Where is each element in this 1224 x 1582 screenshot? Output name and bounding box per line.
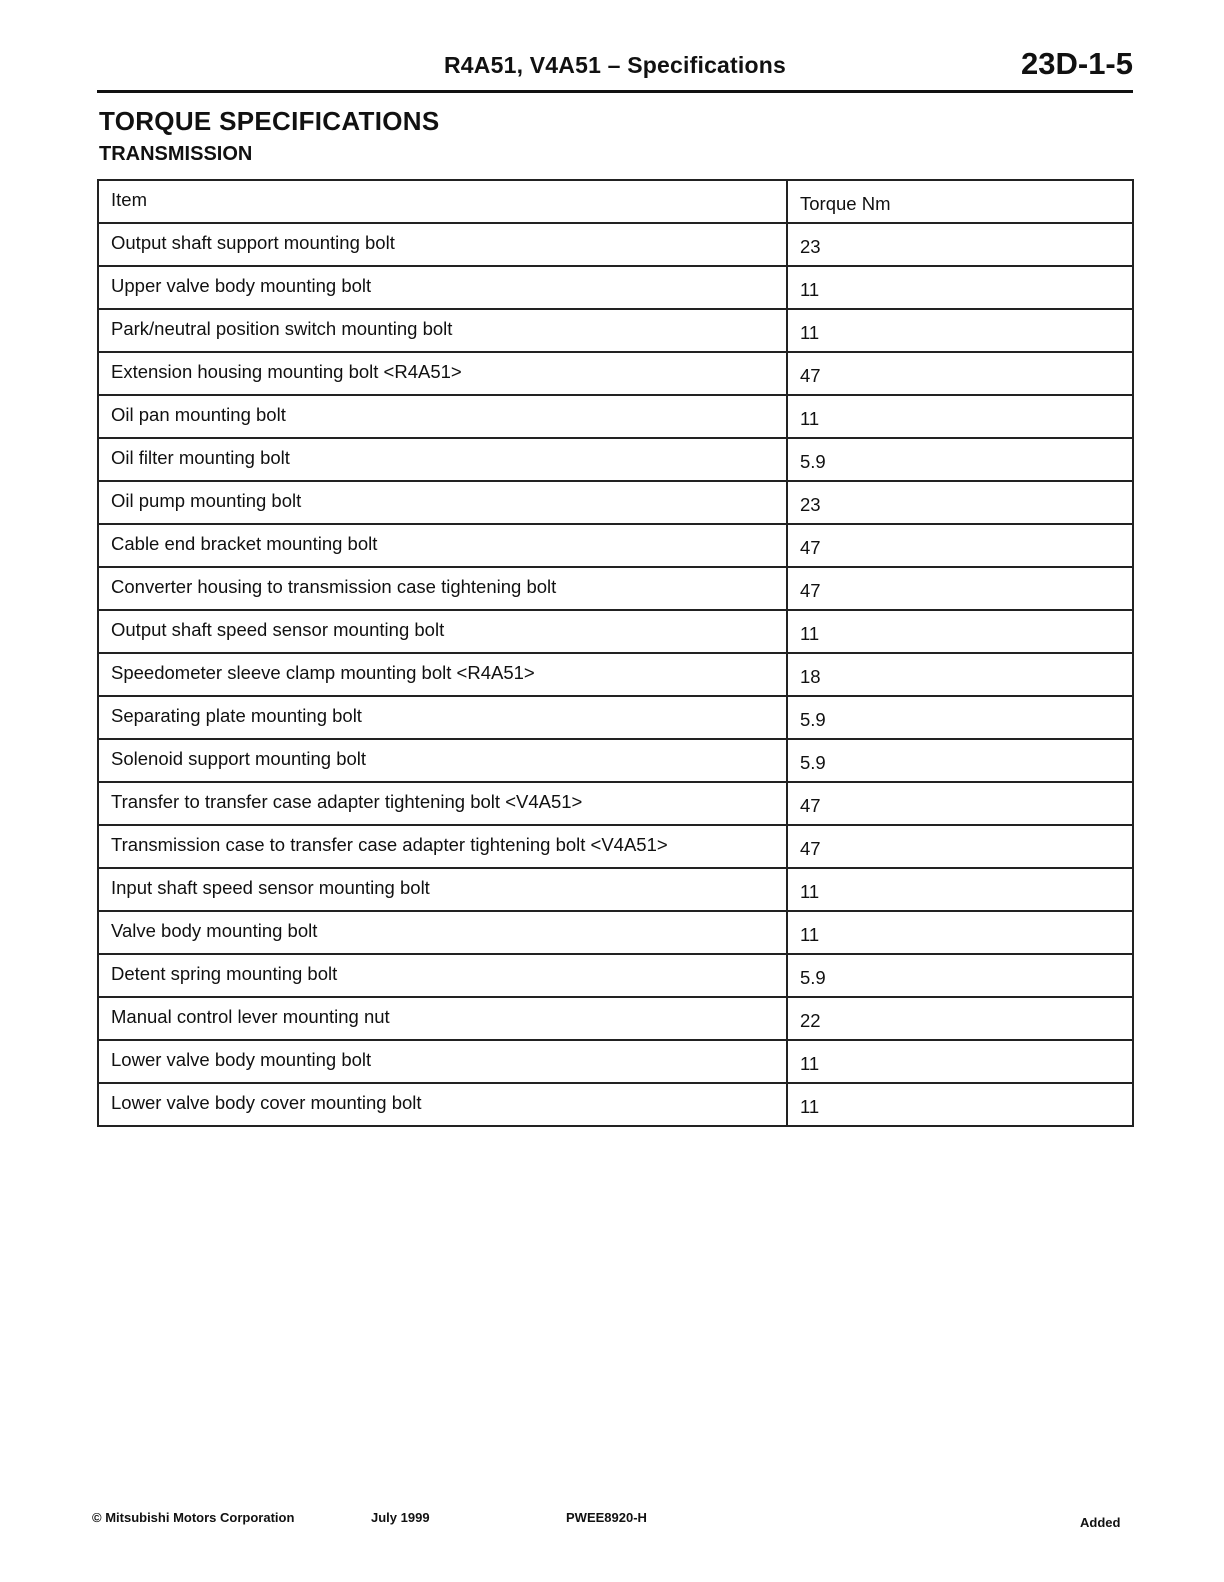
torque-cell: 18 <box>787 653 1133 696</box>
table-row <box>98 1040 1133 1083</box>
item-cell: Manual control lever mounting nut <box>98 997 787 1040</box>
torque-cell: 11 <box>787 610 1133 653</box>
torque-cell: 11 <box>787 1040 1133 1083</box>
torque-cell: 47 <box>787 524 1133 567</box>
torque-cell: 5.9 <box>787 696 1133 739</box>
table-row <box>98 911 1133 954</box>
column-header-item: Item <box>98 180 787 223</box>
item-cell: Converter housing to transmission case tightening bolt <box>98 567 787 610</box>
torque-cell: 5.9 <box>787 739 1133 782</box>
page-header <box>97 46 1133 93</box>
item-cell: Oil pan mounting bolt <box>98 395 787 438</box>
item-cell: Solenoid support mounting bolt <box>98 739 787 782</box>
table-row <box>98 524 1133 567</box>
item-cell: Separating plate mounting bolt <box>98 696 787 739</box>
item-cell: Park/neutral position switch mounting bolt <box>98 309 787 352</box>
table-row <box>98 395 1133 438</box>
table-row <box>98 567 1133 610</box>
item-cell: Output shaft support mounting bolt <box>98 223 787 266</box>
torque-cell: 5.9 <box>787 954 1133 997</box>
footer-status: Added <box>1080 1515 1121 1530</box>
table-row <box>98 954 1133 997</box>
item-cell: Oil filter mounting bolt <box>98 438 787 481</box>
table-row <box>98 1083 1133 1126</box>
item-cell: Oil pump mounting bolt <box>98 481 787 524</box>
torque-cell: 11 <box>787 911 1133 954</box>
torque-cell: 47 <box>787 567 1133 610</box>
table-row <box>98 309 1133 352</box>
table-row <box>98 696 1133 739</box>
torque-spec-table <box>97 179 1134 1127</box>
table-row <box>98 223 1133 266</box>
torque-cell: 11 <box>787 309 1133 352</box>
torque-cell: 11 <box>787 1083 1133 1126</box>
table-row <box>98 352 1133 395</box>
item-cell: Lower valve body mounting bolt <box>98 1040 787 1083</box>
item-cell: Lower valve body cover mounting bolt <box>98 1083 787 1126</box>
item-cell: Valve body mounting bolt <box>98 911 787 954</box>
torque-cell: 11 <box>787 395 1133 438</box>
table-row <box>98 997 1133 1040</box>
column-header-torque: Torque Nm <box>787 180 1133 223</box>
item-cell: Speedometer sleeve clamp mounting bolt <R4A51> <box>98 653 787 696</box>
page-number: 23D-1-5 <box>1021 46 1133 81</box>
subsection-title: TRANSMISSION <box>99 143 253 165</box>
torque-cell: 11 <box>787 266 1133 309</box>
item-cell: Cable end bracket mounting bolt <box>98 524 787 567</box>
torque-cell: 47 <box>787 825 1133 868</box>
section-title: TORQUE SPECIFICATIONS <box>99 106 440 136</box>
item-cell: Extension housing mounting bolt <R4A51> <box>98 352 787 395</box>
table-row <box>98 868 1133 911</box>
header-title: R4A51, V4A51 – Specifications <box>443 52 786 78</box>
item-cell: Output shaft speed sensor mounting bolt <box>98 610 787 653</box>
table-header-row <box>98 180 1133 223</box>
footer-document-code: PWEE8920-H <box>566 1510 647 1525</box>
table-row <box>98 825 1133 868</box>
table-row <box>98 782 1133 825</box>
table-row <box>98 653 1133 696</box>
table-body <box>98 180 1133 1126</box>
torque-cell: 11 <box>787 868 1133 911</box>
torque-cell: 23 <box>787 223 1133 266</box>
torque-cell: 22 <box>787 997 1133 1040</box>
torque-cell: 47 <box>787 352 1133 395</box>
table-row <box>98 266 1133 309</box>
item-cell: Detent spring mounting bolt <box>98 954 787 997</box>
item-cell: Transmission case to transfer case adapter tightening bolt <V4A51> <box>98 825 787 868</box>
table-row <box>98 481 1133 524</box>
table-row <box>98 438 1133 481</box>
item-cell: Upper valve body mounting bolt <box>98 266 787 309</box>
table-row <box>98 739 1133 782</box>
torque-cell: 5.9 <box>787 438 1133 481</box>
item-cell: Input shaft speed sensor mounting bolt <box>98 868 787 911</box>
torque-cell: 23 <box>787 481 1133 524</box>
item-cell: Transfer to transfer case adapter tightening bolt <V4A51> <box>98 782 787 825</box>
footer-copyright: © Mitsubishi Motors Corporation <box>92 1510 295 1525</box>
torque-cell: 47 <box>787 782 1133 825</box>
table-row <box>98 610 1133 653</box>
footer-date: July 1999 <box>371 1510 430 1525</box>
